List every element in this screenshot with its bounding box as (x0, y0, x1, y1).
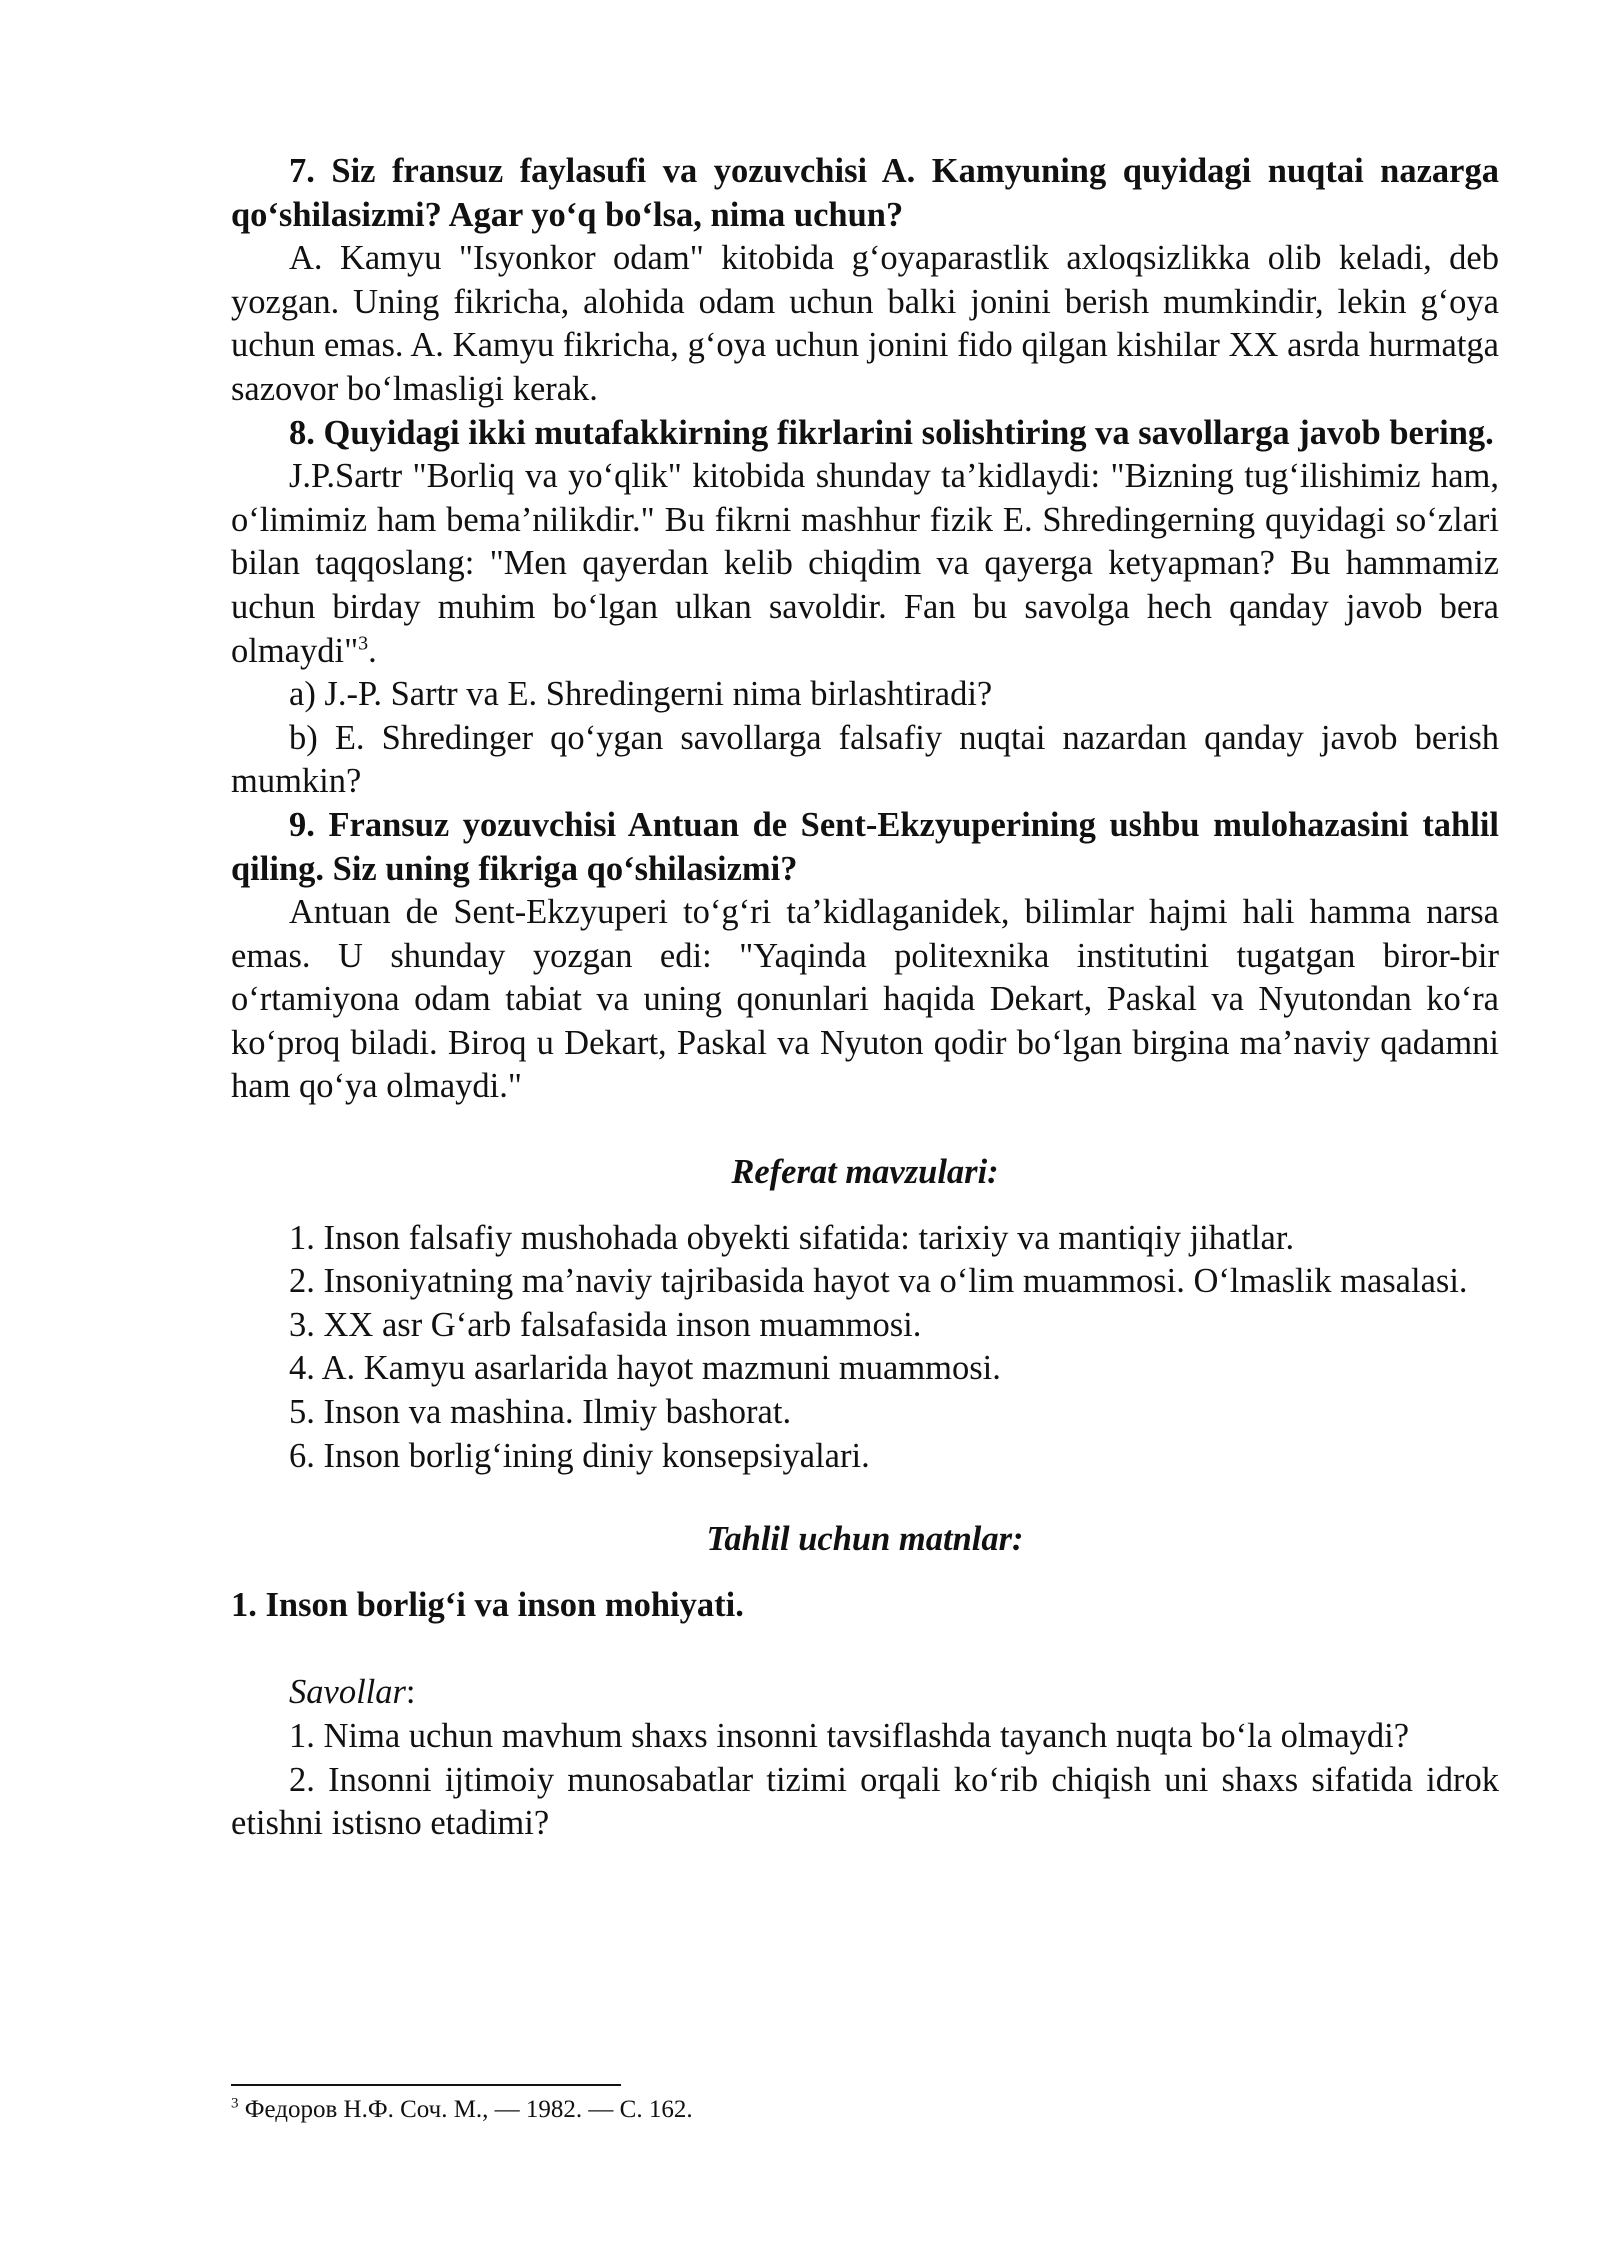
footnote-reference: 3 (358, 632, 369, 655)
question-7-title: 7. Siz fransuz faylasufi va yozuvchisi A. Kamyuning quyidagi nuqtai nazarga qo‘shilasizmi? Agar yo‘q bo‘lsa, nima uchun? (231, 152, 1499, 234)
question-9-body: Antuan de Sent-Ekzyuperi to‘g‘ri ta’kidlaganidek, bilimlar hajmi hali hamma narsa emas. U shunday yozgan edi: "Yaqinda politexnika institutini tugatgan biror-bir o‘rtamiyona odam tabiat va uning qonunlari haqida Dekart, Paskal va Nyutondan ko‘ra ko‘proq biladi. Biroq u Dekart, Paskal va Nyuton qodir bo‘lgan birgina ma’naviy qadamni ham qo‘ya olmaydi." (231, 893, 1499, 1106)
referat-item: 4. A. Kamyu asarlarida hayot mazmuni muammosi. (289, 1349, 1001, 1388)
tahlil-question: 2. Insonni ijtimoiy munosabatlar tizimi orqali ko‘rib chiqish uni shaxs sifatida idrok etishni istisno etadimi? (231, 1760, 1499, 1843)
referat-heading: Referat mavzulari: (731, 1153, 999, 1192)
question-8-body-text: J.P.Sartr "Borliq va yo‘qlik" kitobida shunday ta’kidlaydi: "Bizning tug‘ilishimiz ham, o‘limimiz ham bema’nilikdir." Bu fikrni mashhur fizik E. Shredingerning quyidagi so‘zlari bilan taqqoslang: "Men qayerdan kelib chiqdim va qayerga ketyapman? Bu hammamiz uchun birday muhim bo‘lgan ulkan savoldir. Fan bu savolga hech qanday javob bera olmaydi" (231, 457, 1499, 670)
referat-item: 1. Inson falsafiy mushohada obyekti sifatida: tarixiy va mantiqiy jihatlar. (289, 1218, 1295, 1257)
question-8-body-tail: . (368, 631, 377, 670)
question-8-title: 8. Quyidagi ikki mutafakkirning fikrlarini solishtiring va savollarga javob bering. (289, 413, 1494, 452)
question-8-body (231, 455, 1499, 673)
referat-item: 6. Inson borlig‘ining diniy konsepsiyalari. (289, 1436, 870, 1475)
question-8-subquestion-a: a) J.-P. Sartr va E. Shredingerni nima birlashtiradi? (289, 675, 993, 714)
footnote-divider (231, 2084, 621, 2086)
referat-item: 2. Insoniyatning ma’naviy tajribasida hayot va o‘lim muammosi. O‘lmaslik masalasi. (289, 1262, 1468, 1301)
question-8-subquestion-b: b) E. Shredinger qo‘ygan savollarga falsafiy nuqtai nazardan qanday javob berish mumkin? (231, 718, 1499, 801)
question-9-title: 9. Fransuz yozuvchisi Antuan de Sent-Ekzyuperining ushbu mulohazasini tahlil qiling. Siz uning fikriga qo‘shilasizmi? (231, 805, 1499, 888)
tahlil-heading: Tahlil uchun matnlar: (706, 1520, 1024, 1559)
questions-label (231, 1671, 1499, 1715)
tahlil-section-title: 1. Inson borlig‘i va inson mohiyati. (231, 1585, 744, 1624)
questions-label-colon: : (405, 1673, 416, 1712)
referat-item: 3. XX asr G‘arb falsafasida inson muammosi. (289, 1305, 922, 1344)
document-page (231, 150, 1499, 1846)
footnote-number: 3 (231, 2095, 239, 2112)
referat-item: 5. Inson va mashina. Ilmiy bashorat. (289, 1393, 792, 1432)
tahlil-question: 1. Nima uchun mavhum shaxs insonni tavsiflashda tayanch nuqta bo‘la olmaydi? (289, 1717, 1410, 1755)
questions-label-text: Savollar (289, 1673, 406, 1712)
question-7-body: A. Kamyu "Isyonkor odam" kitobida g‘oyaparastlik axloqsizlikka olib keladi, deb yozgan. Uning fikricha, alohida odam uchun balki jonini berish mumkindir, lekin g‘oya uchun emas. A. Kamyu fikricha, g‘oya uchun jonini fido qilgan kishilar XX asrda hurmatga sazovor bo‘lmasligi kerak. (231, 239, 1499, 408)
footnote-text: Федоров Н.Ф. Соч. М., — 1982. — С. 162. (238, 2096, 693, 2123)
footnote (231, 2094, 1499, 2126)
